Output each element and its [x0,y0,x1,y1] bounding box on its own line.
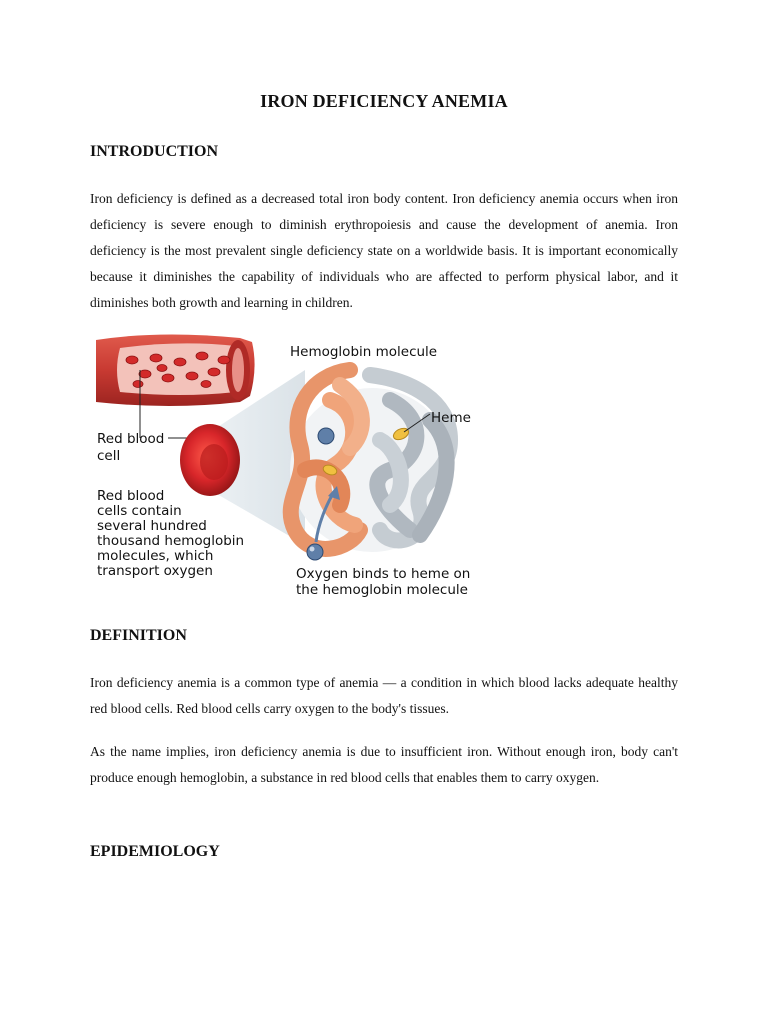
document-title: IRON DEFICIENCY ANEMIA [260,91,508,111]
hemoglobin-molecule-icon [290,370,454,552]
red-blood-cell-icon [180,424,240,496]
blood-vessel-illustration [96,334,255,406]
description-line3: several hundred [97,518,207,534]
oxygen-molecule-icon [307,544,323,560]
oxygen-binding-label-line2: the hemoglobin molecule [296,582,468,598]
red-blood-cell-label-line1: Red blood [97,431,165,447]
definition-paragraph-2: As the name implies, iron deficiency anemia is due to insufficient iron. Without enough iron, body can't produce enough hemoglobin, a substance in red blood cells that enables them to carry oxygen. [90,744,678,785]
introduction-paragraph: Iron deficiency is defined as a decreased total iron body content. Iron deficiency anemia occurs when iron deficiency is severe enough to diminish erythropoiesis and cause the development of anemia. Iron deficiency is the most prevalent single deficiency state on a worldwide basis. It is important economically because it diminishes the capability of individuals who are affected to perform physical labor, and it diminishes both growth and learning in children. [90,191,678,310]
description-line1: Red blood [97,488,165,504]
heme-label: Heme [431,410,471,426]
hemoglobin-molecule-label: Hemoglobin molecule [290,344,438,360]
hemoglobin-figure [90,330,490,602]
heading-definition: DEFINITION [90,627,187,644]
heading-introduction: INTRODUCTION [90,143,219,160]
heading-epidemiology: EPIDEMIOLOGY [90,843,220,860]
definition-paragraph-1: Iron deficiency anemia is a common type of anemia — a condition in which blood lacks adequate healthy red blood cells. Red blood cells carry oxygen to the body's tissues. [90,675,678,716]
description-line2: cells contain [97,503,182,519]
oxygen-binding-label-line1: Oxygen binds to heme on [296,566,471,582]
description-line6: transport oxygen [97,563,213,579]
red-blood-cell-label-line2: cell [97,448,121,464]
description-line5: molecules, which [97,548,214,564]
description-line4: thousand hemoglobin [97,533,245,549]
